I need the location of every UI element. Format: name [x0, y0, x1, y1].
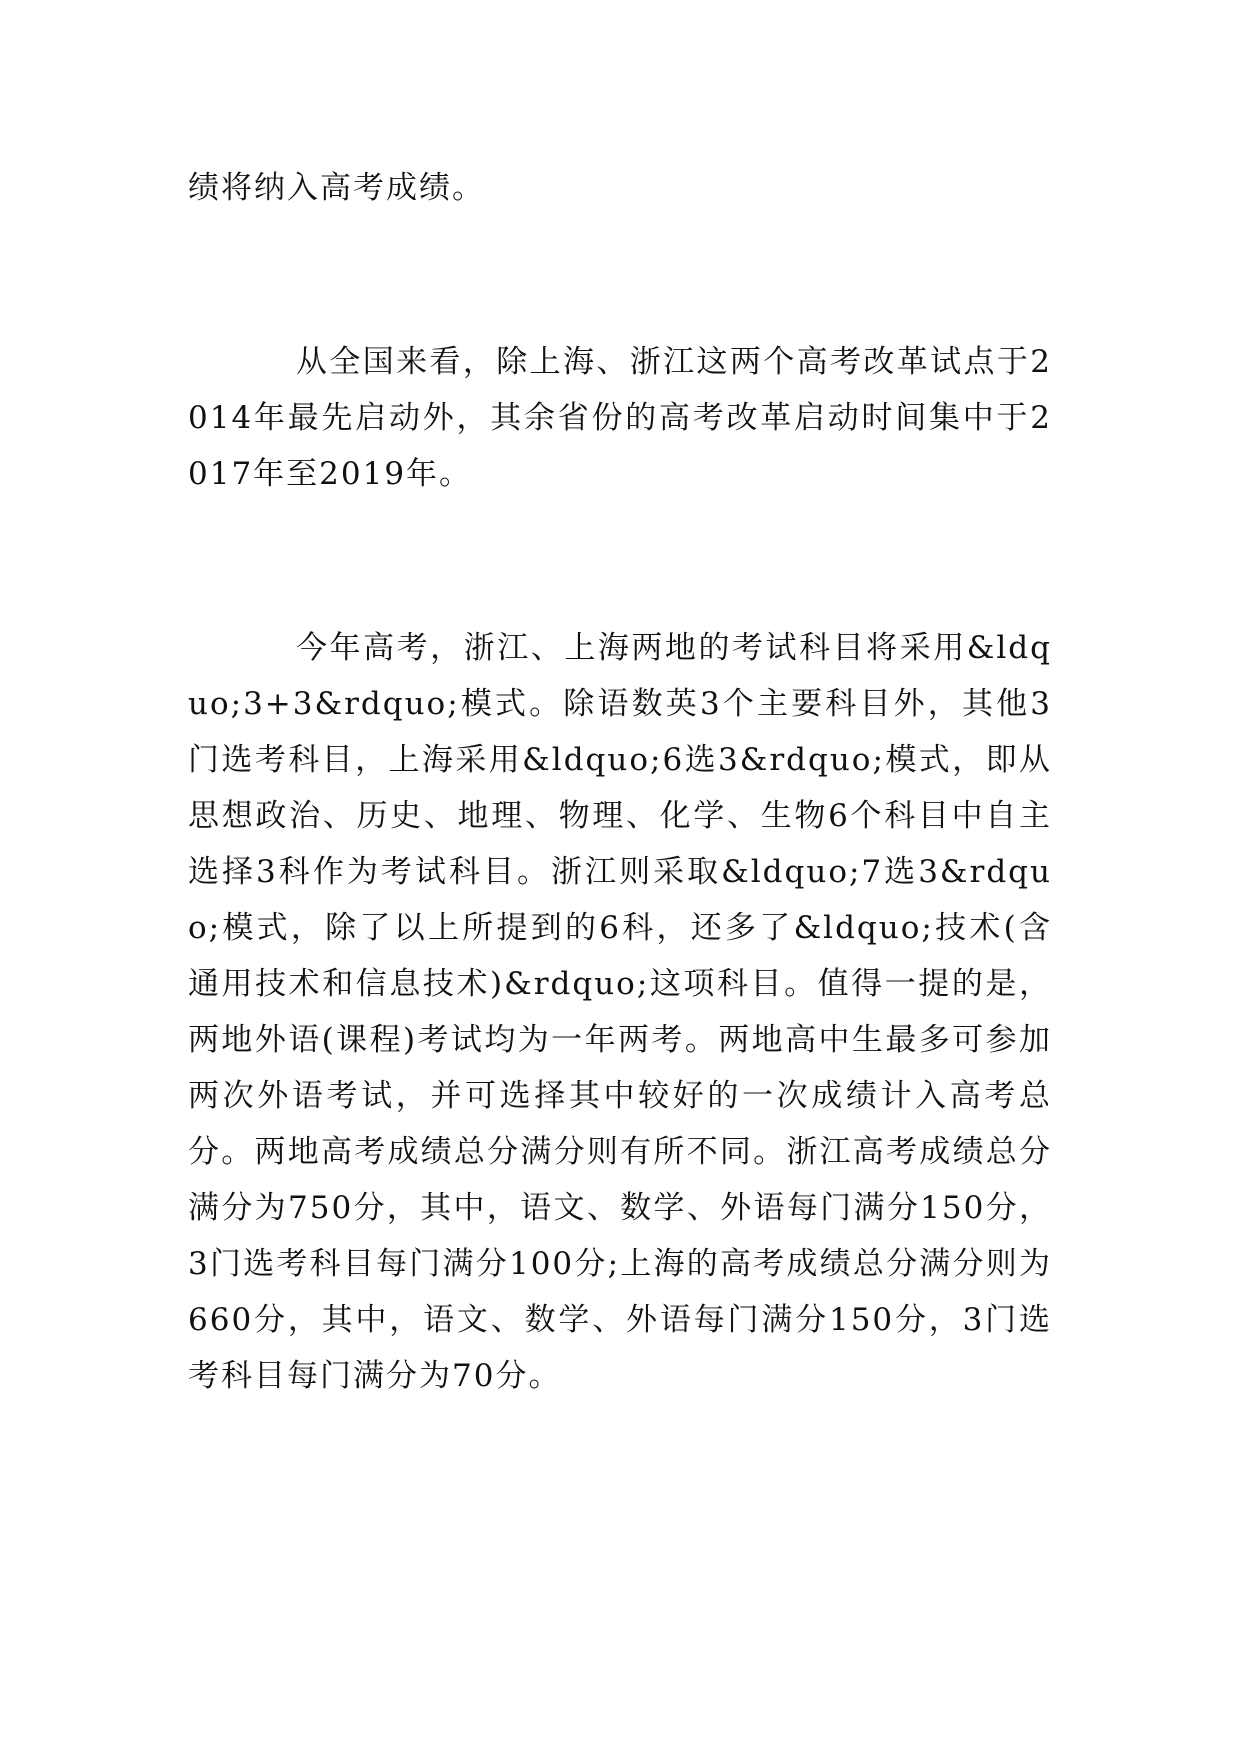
- paragraph-national-overview: 从全国来看，除上海、浙江这两个高考改革试点于2014年最先启动外，其余省份的高考改革启动时间集中于2017年至2019年。: [188, 344, 1052, 492]
- paragraph-exam-mode: 今年高考，浙江、上海两地的考试科目将采用&ldquo;3+3&rdquo;模式。除语数英3个主要科目外，其他3门选考科目，上海采用&ldquo;6选3&rdquo;模式，即从思想政治、历史、地理、物理、化学、生物6个科目中自主选择3科作为考试科目。浙江则采取&ldquo;7选3&rdquo;模式，除了以上所提到的6科，还多了&ldquo;技术(含通用技术和信息技术)&rdquo;这项科目。值得一提的是，两地外语(课程)考试均为一年两考。两地高中生最多可参加两次外语考试，并可选择其中较好的一次成绩计入高考总分。两地高考成绩总分满分则有所不同。浙江高考成绩总分满分为750分，其中，语文、数学、外语每门满分150分，3门选考科目每门满分100分;上海的高考成绩总分满分则为660分，其中，语文、数学、外语每门满分150分，3门选考科目每门满分为70分。: [188, 630, 1052, 1394]
- paragraph-continuation: 绩将纳入高考成绩。: [188, 170, 485, 206]
